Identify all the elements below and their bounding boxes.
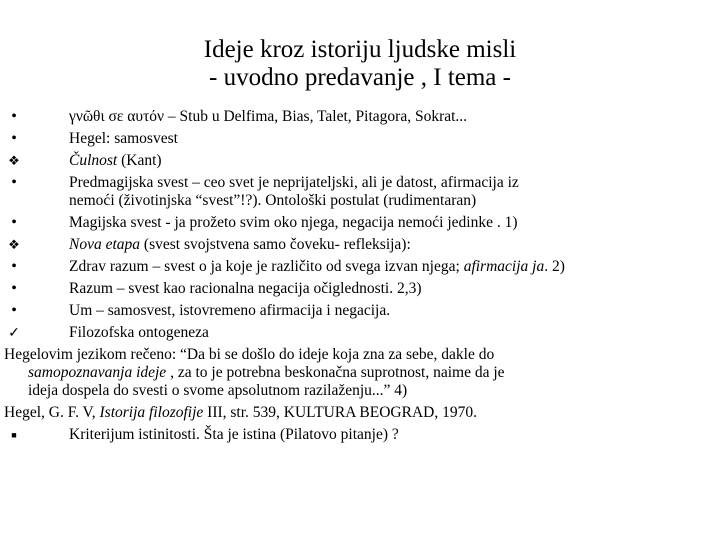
- bullet-diamond-icon: [4, 152, 24, 170]
- bullet-dot-icon: [4, 258, 24, 276]
- list-item: • Razum – svest kao racionalna negacija očiglednosti. 2,3): [4, 280, 712, 298]
- bullet-diamond-icon: [4, 236, 24, 254]
- page-title: Ideje kroz istoriju ljudske misli: [203, 36, 517, 63]
- bullet-dot-icon: [4, 214, 24, 232]
- list-item: • Zdrav razum – svest o ja koje je različito od svega izvan njega; afirmacija ja. 2): [4, 258, 712, 276]
- bullet-dot-icon: [4, 302, 24, 320]
- hegel-quote: Hegelovim jezikom rečeno: “Da bi se došlo do ideje koja zna za sebe, dakle do samopoznavanja ideje , za to je potrebna beskonačna suprotnost, naime da je ideja dospela do svesti o svome apsolutnom razilaženju...” 4): [4, 346, 505, 399]
- bullet-dot-icon: [4, 280, 24, 298]
- bullet-dot-icon: [4, 174, 24, 192]
- list-item: ✓ Filozofska ontogeneza: [4, 324, 712, 342]
- list-item: ❖ Nova etapa (svest svojstvena samo čoveku- refleksija):: [4, 236, 712, 254]
- checkmark-icon: [4, 324, 24, 343]
- list-item: • Magijska svest - ja prožeto svim oko njega, negacija nemoći jedinke . 1): [4, 214, 712, 232]
- list-item: • Predmagijska svest – ceo svet je neprijateljski, ali je datost, afirmacija iz nemoći (životinjska “svest”!?). Ontološki postulat (rudimentaran): [4, 174, 712, 210]
- list-item: ■ Kriterijum istinitosti. Šta je istina (Pilatovo pitanje) ?: [4, 426, 712, 444]
- list-item: • Um – samosvest, istovremeno afirmacija i negacija.: [4, 302, 712, 320]
- bullet-list: [4, 108, 712, 448]
- list-item: • γνῶθι σε αυτόν – Stub u Delfima, Bias, Talet, Pitagora, Sokrat...: [4, 108, 712, 126]
- list-item: ❖ Čulnost (Kant): [4, 152, 712, 170]
- list-item: • Hegel: samosvest: [4, 130, 712, 148]
- bullet-square-icon: [4, 426, 24, 445]
- bullet-dot-icon: [4, 130, 24, 148]
- page-subtitle: - uvodno predavanje , I tema -: [209, 64, 511, 91]
- bullet-dot-icon: [4, 108, 24, 126]
- reference-citation: Hegel, G. F. V, Istorija filozofije III, str. 539, KULTURA BEOGRAD, 1970.: [4, 404, 477, 421]
